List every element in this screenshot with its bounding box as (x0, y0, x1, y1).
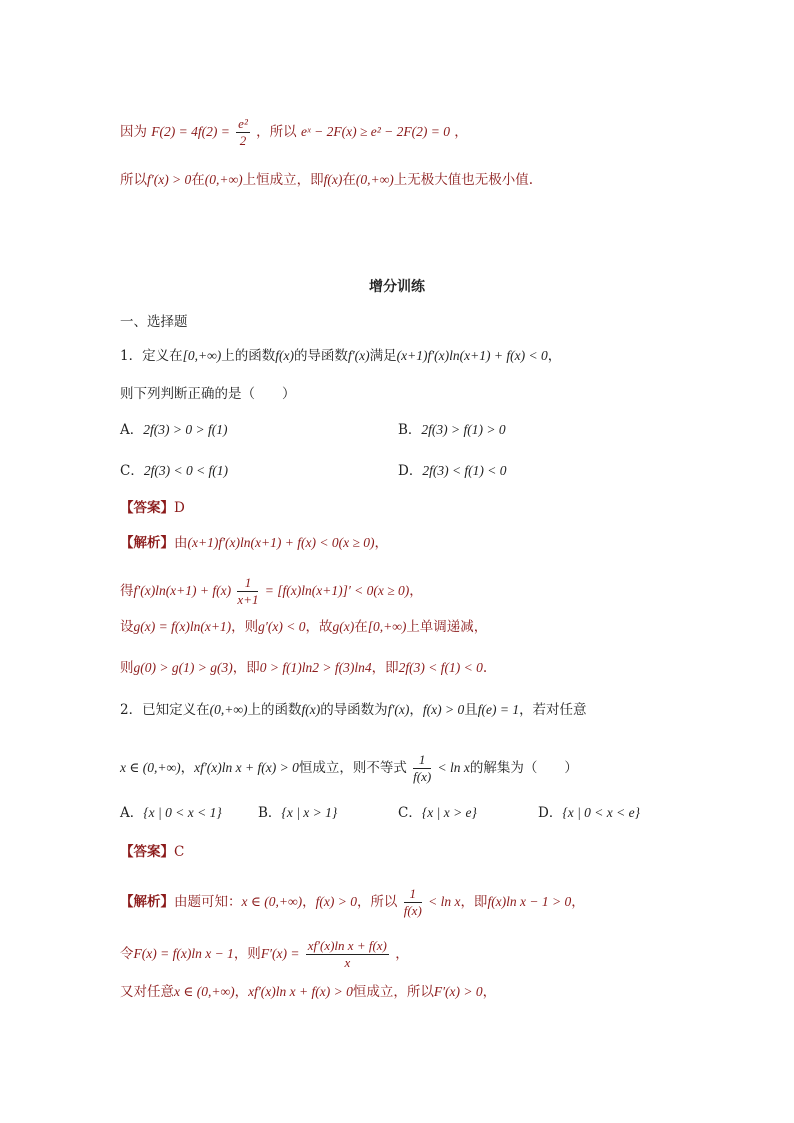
section-title: 增分训练 (369, 279, 425, 295)
q2-stem-line-1 (120, 700, 587, 720)
math: (x+1)f′(x)ln(x+1) + f(x) < 0(x ≥ 0) (187, 535, 375, 550)
text: ， (180, 760, 195, 776)
option-label: C． (120, 463, 144, 479)
q1-stem-line-2: 则下列判断正确的是（ ） (120, 386, 296, 402)
q2-option-d[interactable] (538, 803, 640, 823)
q1-option-a[interactable] (120, 420, 227, 440)
math: f(x) > 0 (422, 702, 465, 717)
math: < ln x (437, 760, 470, 775)
option-label: B． (398, 422, 422, 438)
text: ， (302, 894, 316, 910)
math: F′(x) > 0 (433, 984, 483, 999)
prev-line-2 (120, 170, 533, 190)
q1-analysis-line-2 (120, 575, 423, 608)
option-label: D． (538, 805, 563, 821)
math: (0,+∞) (355, 172, 394, 187)
q2-option-b[interactable] (258, 803, 337, 823)
math: [0,+∞) (367, 619, 407, 634)
math: (x+1)f′(x)ln(x+1) + f(x) < 0 (396, 348, 548, 363)
text: 上的函数 (247, 702, 302, 718)
math: eˣ − 2F(x) ≥ e² − 2F(2) = 0 (300, 124, 450, 139)
text: 又对任意 (120, 984, 174, 1000)
math: [0,+∞) (182, 348, 222, 363)
text: 由题可知： (174, 894, 242, 910)
text: 上无极大值也无极小值. (393, 172, 534, 188)
q1-option-d[interactable] (398, 461, 507, 481)
math: x ∈ (0,+∞) (241, 894, 303, 909)
q1-stem-line-1 (120, 346, 561, 366)
denominator: x+1 (237, 592, 259, 607)
answer-tag: 【答案】 (120, 500, 174, 516)
math: F(2) = 4f(2) = (151, 124, 230, 139)
text: 在 (342, 172, 356, 188)
q2-option-c[interactable] (398, 803, 477, 823)
math: F(x) = f(x)ln x − 1 (133, 946, 234, 961)
text: ，则 (233, 946, 261, 962)
math: (0,+∞) (204, 172, 243, 187)
q2-option-a[interactable] (120, 803, 222, 823)
denominator: 2 (239, 133, 247, 148)
numerator: xf′(x)ln x + f(x) (307, 938, 387, 953)
option-text: 2f(3) > f(1) > 0 (421, 422, 506, 437)
math: 2f(3) < f(1) < 0 (398, 660, 483, 675)
analysis-tag: 【解析】 (120, 535, 174, 551)
answer-value: C (174, 844, 185, 860)
q2-answer (120, 842, 184, 862)
text: ， (409, 702, 423, 718)
math: f(x) (323, 172, 343, 187)
q2-analysis-line-3 (120, 982, 496, 1002)
text: 满足 (369, 348, 397, 364)
text: ， (409, 583, 423, 599)
option-label: A． (120, 805, 144, 821)
section-heading: 一、选择题 (120, 314, 188, 330)
text: ， (234, 984, 249, 1000)
q2-stem-line-2 (120, 752, 578, 785)
text: ，所以 (356, 894, 398, 910)
text: 恒成立，则不等式 (298, 760, 407, 776)
text: ，所以 (256, 124, 297, 140)
text: ， (454, 124, 468, 140)
answer-value: D (174, 500, 185, 516)
text: ， (374, 535, 388, 551)
text: 上单调递减， (406, 619, 488, 635)
text: ， (571, 894, 585, 910)
text: ，即 (371, 660, 399, 676)
text: 的导函数为 (320, 702, 388, 718)
numerator: 1 (404, 886, 422, 903)
math: F′(x) = (260, 946, 300, 961)
q1-analysis-line-3 (120, 617, 487, 637)
math: = [f(x)ln(x+1)]′ < 0(x ≥ 0) (264, 583, 410, 598)
q1-option-b[interactable] (398, 420, 506, 440)
math: f′(x) (387, 702, 410, 717)
numerator: 1 (413, 752, 431, 769)
answer-tag: 【答案】 (120, 844, 174, 860)
fraction (404, 886, 422, 919)
text: 令 (120, 946, 134, 962)
text: ， (547, 348, 562, 364)
math: g(0) > g(1) > g(3) (133, 660, 233, 675)
numerator: e² (238, 116, 248, 131)
math: x ∈ (0,+∞) (174, 984, 235, 999)
text: 在 (354, 619, 368, 635)
text: 的解集为（ ） (469, 760, 578, 776)
text: 则 (120, 660, 134, 676)
option-text: {x | 0 < x < e} (562, 805, 641, 820)
text: 因为 (120, 124, 147, 140)
prev-line-1 (120, 116, 468, 149)
text: 恒成立，所以 (352, 984, 434, 1000)
text: 设 (120, 619, 134, 635)
math: f′(x) (347, 348, 370, 363)
text: 在 (191, 172, 205, 188)
text: ，即 (460, 894, 488, 910)
math: g′(x) < 0 (258, 619, 306, 634)
option-text: 2f(3) < f(1) < 0 (422, 463, 507, 478)
text: ，则 (231, 619, 259, 635)
option-text: {x | x > 1} (281, 805, 338, 820)
math: f(e) = 1 (477, 702, 520, 717)
fraction (413, 752, 431, 785)
math: xf′(x)ln x + f(x) > 0 (248, 984, 353, 999)
text: ，故 (305, 619, 333, 635)
math: f(x) (275, 348, 294, 363)
math: xf′(x)ln x + f(x) > 0 (194, 760, 299, 775)
math: g(x) (332, 619, 355, 634)
option-label: D． (398, 463, 423, 479)
math: f(x) (301, 702, 321, 717)
math: x ∈ (0,+∞) (120, 760, 181, 775)
text: 的导函数 (293, 348, 348, 364)
text: ，若对任意 (519, 702, 587, 718)
math: f(x)ln x − 1 > 0 (487, 894, 572, 909)
math: f′(x) > 0 (147, 172, 192, 187)
option-label: C． (398, 805, 422, 821)
option-text: {x | x > e} (421, 805, 477, 820)
math: (0,+∞) (209, 702, 248, 717)
option-text: {x | 0 < x < 1} (143, 805, 222, 820)
text: 得 (120, 583, 134, 599)
text: . (482, 660, 488, 676)
option-label: B． (258, 805, 282, 821)
text: 所以 (120, 172, 147, 188)
text: 上恒成立，即 (242, 172, 324, 188)
denominator: f(x) (413, 769, 432, 784)
text: ，即 (232, 660, 260, 676)
fraction (306, 938, 389, 971)
denominator: x (344, 955, 351, 970)
math: f′(x)ln(x+1) + f(x) (133, 583, 232, 598)
math: f(x) > 0 (315, 894, 357, 909)
text: 且 (464, 702, 478, 718)
text: 2．已知定义在 (120, 702, 210, 718)
denominator: f(x) (403, 903, 422, 918)
q1-answer (120, 498, 185, 518)
q2-analysis-line-1 (120, 886, 585, 919)
option-text: 2f(3) < 0 < f(1) (143, 463, 229, 478)
q1-analysis-line-1 (120, 533, 388, 553)
fraction (237, 575, 258, 608)
math: 0 > f(1)ln2 > f(3)ln4 (259, 660, 372, 675)
q1-analysis-line-4 (120, 658, 487, 678)
text: 由 (174, 535, 188, 551)
text: ， (395, 946, 409, 962)
fraction (236, 116, 250, 149)
q1-option-c[interactable] (120, 461, 228, 481)
text: 上的函数 (221, 348, 276, 364)
math: g(x) = f(x)ln(x+1) (133, 619, 232, 634)
q2-analysis-line-2 (120, 938, 409, 971)
numerator: 1 (237, 575, 258, 592)
analysis-tag: 【解析】 (120, 894, 174, 910)
math: < ln x (428, 894, 461, 909)
option-text: 2f(3) > 0 > f(1) (143, 422, 228, 437)
text: ， (482, 984, 497, 1000)
option-label: A． (120, 422, 144, 438)
text: 1．定义在 (120, 348, 183, 364)
